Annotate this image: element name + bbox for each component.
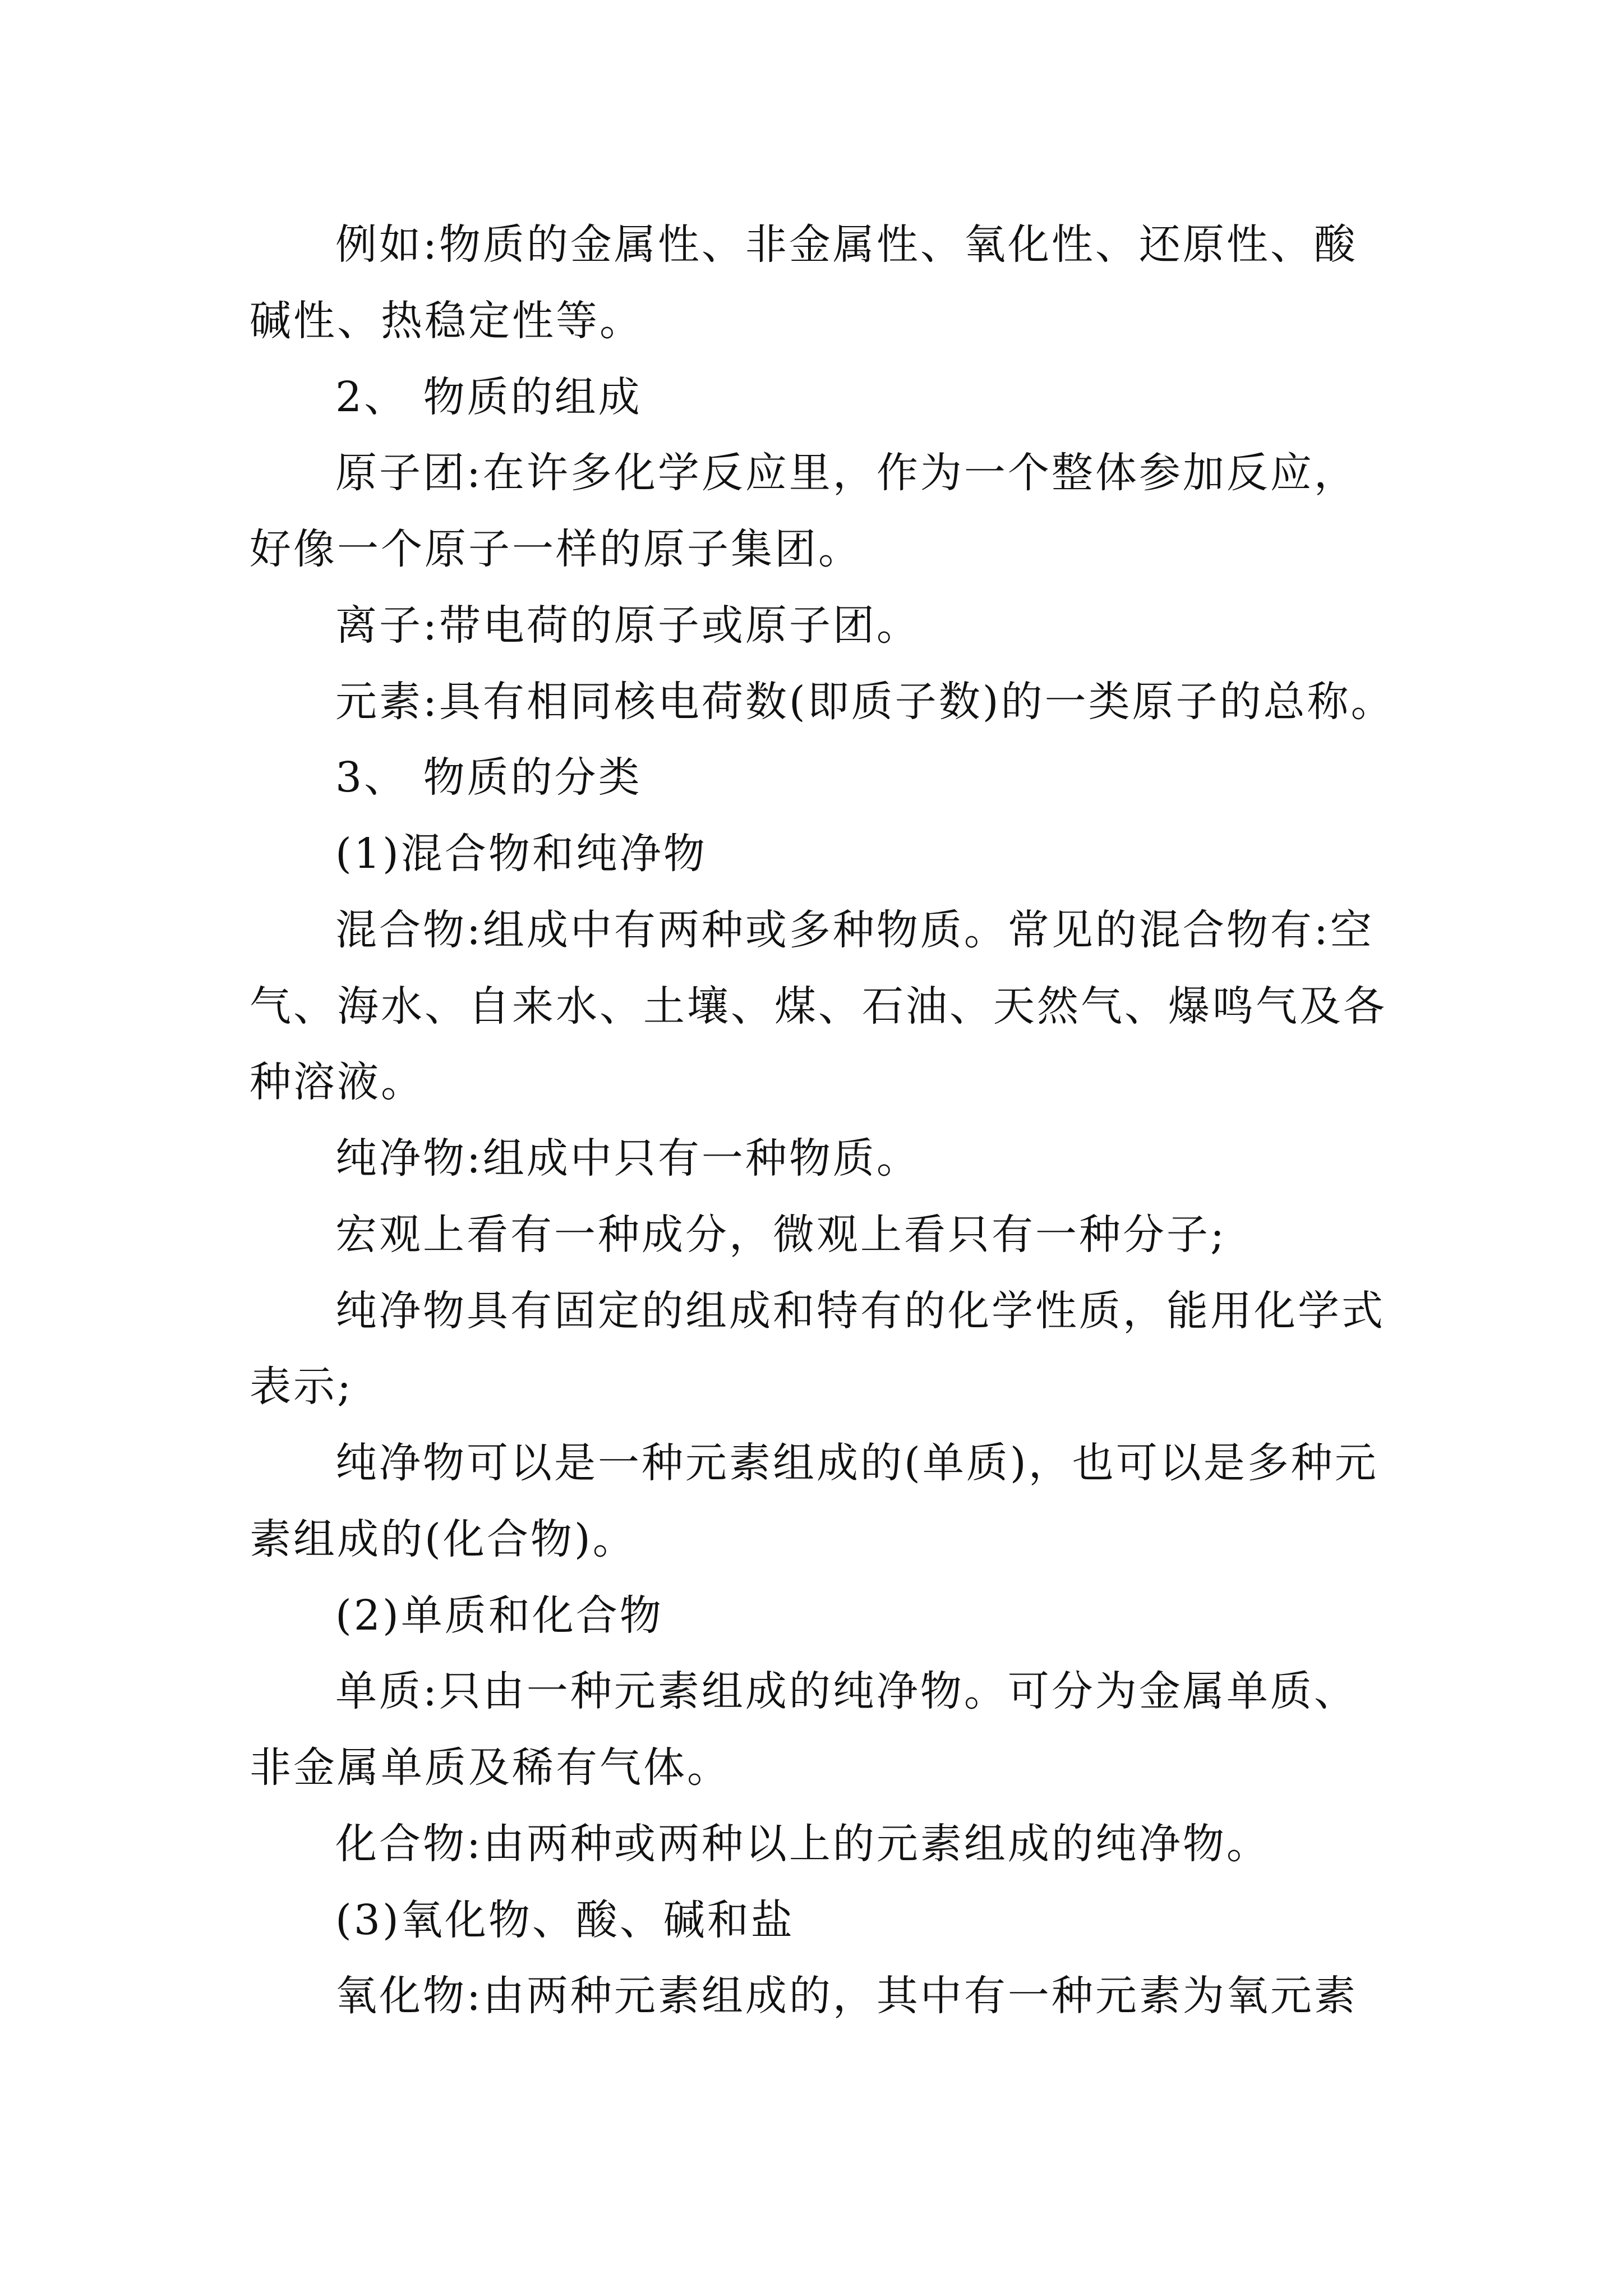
- subsection-heading: (2)单质和化合物: [335, 1591, 663, 1640]
- text-line: 表示;: [250, 1363, 353, 1411]
- text-line: 种溶液。: [250, 1058, 425, 1106]
- text-line: 单质:只由一种元素组成的纯净物。可分为金属单质、: [335, 1667, 1358, 1715]
- text-line: 宏观上看有一种成分，微观上看只有一种分子;: [335, 1211, 1227, 1259]
- text-line: 气、海水、自来水、土壤、煤、石油、天然气、爆鸣气及各: [250, 982, 1387, 1030]
- section-heading: 3、 物质的分类: [335, 753, 642, 802]
- text-line: 纯净物具有固定的组成和特有的化学性质，能用化学式: [335, 1287, 1385, 1335]
- text-line: 非金属单质及稀有气体。: [250, 1743, 731, 1792]
- subsection-heading: (1)混合物和纯净物: [335, 830, 707, 878]
- text-line: 化合物:由两种或两种以上的元素组成的纯净物。: [335, 1820, 1270, 1868]
- text-line: 离子:带电荷的原子或原子团。: [335, 601, 920, 650]
- text-line: 例如:物质的金属性、非金属性、氧化性、还原性、酸: [335, 220, 1358, 269]
- text-line: 素组成的(化合物)。: [250, 1515, 637, 1563]
- text-line: 混合物:组成中有两种或多种物质。常见的混合物有:空: [335, 906, 1374, 954]
- section-heading: 2、 物质的组成: [335, 373, 642, 421]
- text-line: 氧化物:由两种元素组成的，其中有一种元素为氧元素: [335, 1972, 1358, 2020]
- text-line: 纯净物可以是一种元素组成的(单质)，也可以是多种元: [335, 1439, 1378, 1487]
- text-line: 好像一个原子一样的原子集团。: [250, 525, 862, 573]
- text-line: 碱性、热稳定性等。: [250, 297, 643, 345]
- text-line: 原子团:在许多化学反应里，作为一个整体参加反应，: [335, 449, 1358, 497]
- subsection-heading: (3)氧化物、酸、碱和盐: [335, 1896, 795, 1944]
- text-line: 纯净物:组成中只有一种物质。: [335, 1134, 920, 1182]
- text-line: 元素:具有相同核电荷数(即质子数)的一类原子的总称。: [335, 678, 1395, 726]
